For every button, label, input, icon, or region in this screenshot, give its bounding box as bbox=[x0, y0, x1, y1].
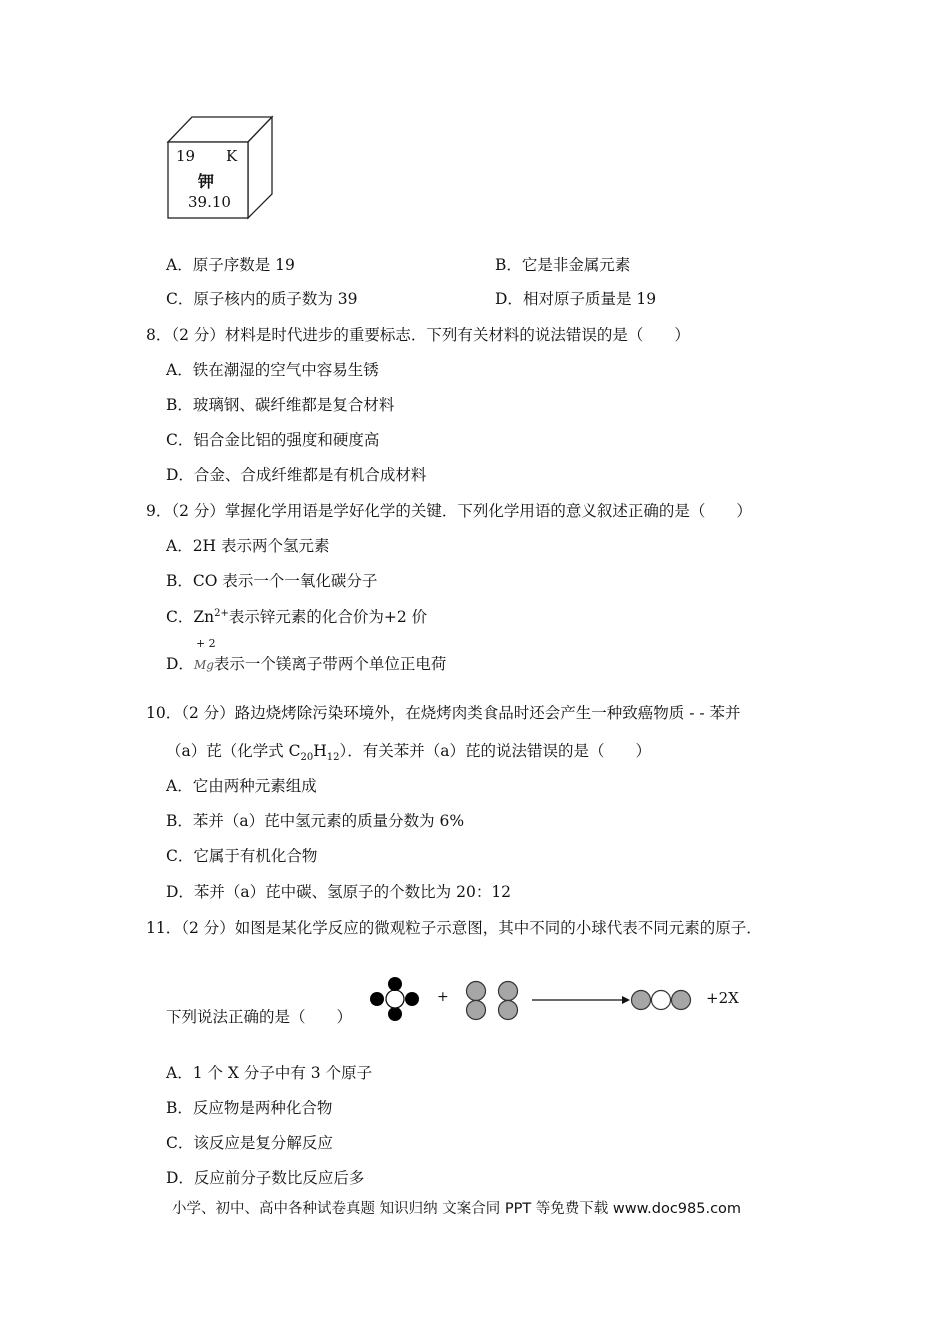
q8-option-a: A．铁在潮湿的空气中容易生锈 bbox=[166, 361, 379, 379]
q10-option-a: A．它由两种元素组成 bbox=[166, 777, 317, 795]
q9-option-d-suffix: 表示一个镁离子带两个单位正电荷 bbox=[213, 655, 447, 673]
atomic-mass: 39.10 bbox=[188, 193, 231, 211]
q9-option-c-suffix: 表示锌元素的化合价为+2 价 bbox=[228, 608, 428, 626]
plus-sign: + bbox=[437, 989, 449, 1005]
q9-option-b: B．CO 表示一个一氧化碳分子 bbox=[166, 572, 378, 590]
reaction-arrow bbox=[532, 996, 630, 1004]
q7-option-c-letter: C． bbox=[166, 290, 194, 308]
element-name: 钾 bbox=[198, 172, 215, 191]
reactant-molecule-1 bbox=[370, 977, 419, 1021]
reaction-svg bbox=[360, 975, 760, 1027]
element-symbol: K bbox=[226, 147, 238, 165]
q9-option-c bbox=[166, 605, 427, 627]
q8-stem: 8．（2 分）材料是时代进步的重要标志．下列有关材料的说法错误的是（ ） bbox=[146, 326, 690, 344]
q10-option-d: D．苯并（a）芘中碳、氢原子的个数比为 20：12 bbox=[166, 883, 512, 901]
q10-option-b: B．苯并（a）芘中氢元素的质量分数为 6% bbox=[166, 812, 465, 830]
q9-option-d bbox=[166, 637, 447, 674]
q7-option-b bbox=[495, 253, 630, 275]
reactant-molecule-2b bbox=[499, 982, 518, 1020]
q9-option-d-prefix: D． bbox=[166, 655, 194, 673]
q10-line2-b: H bbox=[313, 742, 327, 760]
product-molecule bbox=[632, 991, 691, 1010]
c-subscript: 20 bbox=[300, 752, 314, 764]
reactant-molecule-2a bbox=[467, 982, 486, 1020]
q8-option-b: B．玻璃钢、碳纤维都是复合材料 bbox=[166, 396, 395, 414]
q7-option-a-text: 原子序数是 19 bbox=[192, 256, 295, 274]
element-tile-figure bbox=[160, 112, 280, 224]
footer-ad-text: 小学、初中、高中各种试卷真题 知识归纳 文案合同 PPT 等免费下载 www.doc985.com bbox=[172, 1201, 742, 1217]
h-subscript: 12 bbox=[326, 752, 340, 764]
q9-option-c-prefix: C．Zn bbox=[166, 608, 215, 626]
q7-option-d-letter: D． bbox=[495, 290, 523, 308]
mg-valence: + 2 bbox=[195, 637, 216, 650]
q7-option-c-text: 原子核内的质子数为 39 bbox=[193, 290, 358, 308]
q10-stem-line1: 10．（2 分）路边烧烤除污染环境外，在烧烤肉类食品时还会产生一种致癌物质 - - 苯并 bbox=[146, 704, 741, 722]
q7-option-d bbox=[495, 287, 656, 309]
q10-line2-c: ）．有关苯并（a）芘的说法错误的是（ ） bbox=[339, 742, 652, 760]
q7-option-d-text: 相对原子质量是 19 bbox=[522, 290, 657, 308]
q7-option-a bbox=[166, 253, 295, 275]
q7-option-b-letter: B． bbox=[495, 256, 522, 274]
zn-charge: 2+ bbox=[214, 607, 229, 619]
product-x-label: +2X bbox=[706, 989, 739, 1007]
q7-option-a-letter: A． bbox=[166, 256, 193, 274]
q10-line2-a: （a）芘（化学式 C bbox=[166, 742, 301, 760]
reaction-diagram bbox=[360, 975, 760, 1027]
q9-option-a: A．2H 表示两个氢元素 bbox=[166, 537, 330, 555]
atomic-number: 19 bbox=[176, 147, 196, 165]
mg-symbol: Mg bbox=[193, 658, 214, 672]
q11-option-a: A．1 个 X 分子中有 3 个原子 bbox=[166, 1064, 373, 1082]
q9-stem: 9．（2 分）掌握化学用语是学好化学的关键．下列化学用语的意义叙述正确的是（ ） bbox=[146, 502, 752, 520]
q8-option-d: D．合金、合成纤维都是有机合成材料 bbox=[166, 466, 427, 484]
q11-option-d: D．反应前分子数比反应后多 bbox=[166, 1169, 365, 1187]
q10-option-c: C．它属于有机化合物 bbox=[166, 847, 318, 865]
q11-option-b: B．反应物是两种化合物 bbox=[166, 1099, 333, 1117]
q10-stem-line2 bbox=[166, 739, 652, 764]
q7-option-c bbox=[166, 287, 358, 309]
q11-stem: 11．（2 分）如图是某化学反应的微观粒子示意图，其中不同的小球代表不同元素的原子． bbox=[146, 919, 762, 937]
q8-option-c: C．铝合金比铝的强度和硬度高 bbox=[166, 431, 380, 449]
q7-option-b-text: 它是非金属元素 bbox=[521, 256, 631, 274]
q11-option-c: C．该反应是复分解反应 bbox=[166, 1134, 333, 1152]
q11-lead: 下列说法正确的是（ ） bbox=[166, 1008, 353, 1026]
